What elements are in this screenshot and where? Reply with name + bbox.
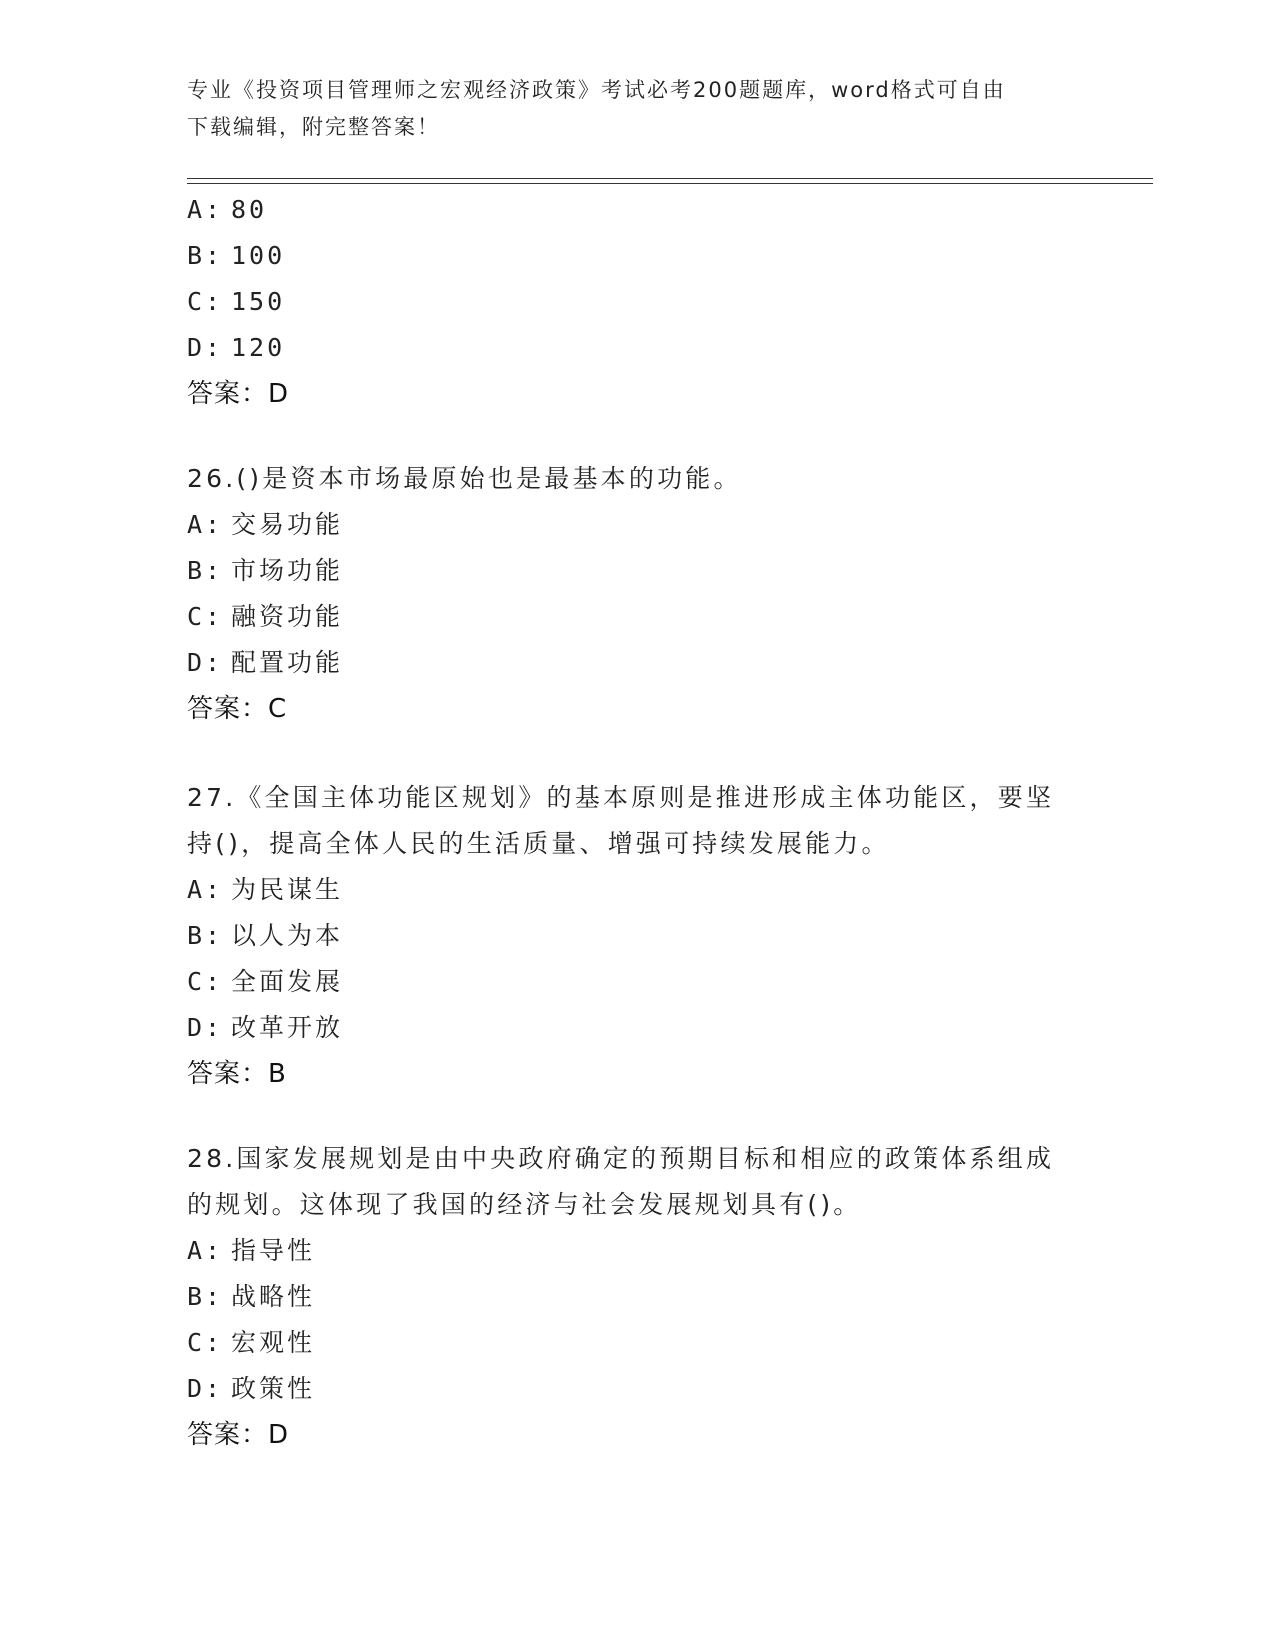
question-text-line-1: 27.《全国主体功能区规划》的基本原则是推进形成主体功能区，要坚 [187, 783, 1055, 812]
option-letter: D: [187, 333, 224, 362]
option-letter: C: [187, 967, 224, 996]
option-letter: C: [187, 602, 224, 631]
option-d [187, 1366, 1087, 1412]
option-letter: B: [187, 1282, 224, 1311]
option-c [187, 1320, 1087, 1366]
option-text: 改革开放 [231, 1013, 344, 1042]
option-b [187, 1274, 1087, 1320]
question-26-block [187, 456, 1087, 732]
option-text: 80 [231, 195, 268, 224]
question-text: 26.()是资本市场最原始也是最基本的功能。 [187, 464, 742, 493]
header-line-1: 专业《投资项目管理师之宏观经济政策》考试必考200题题库，word格式可自由 [187, 78, 1006, 102]
answer-label: 答案：D [187, 1420, 290, 1450]
option-a [187, 187, 1087, 233]
option-d [187, 1005, 1087, 1051]
option-letter: B: [187, 556, 224, 585]
header-divider-top [187, 178, 1153, 179]
option-text: 120 [231, 333, 286, 362]
option-b [187, 548, 1087, 594]
option-letter: C: [187, 1328, 224, 1357]
option-text: 全面发展 [231, 967, 344, 996]
option-text: 以人为本 [231, 921, 344, 950]
option-text: 交易功能 [231, 510, 344, 539]
option-c [187, 959, 1087, 1005]
question-text-line-2: 持()，提高全体人民的生活质量、增强可持续发展能力。 [187, 829, 890, 858]
option-text: 战略性 [231, 1282, 316, 1311]
question-25-block [187, 187, 1087, 417]
question-text-line-2: 的规划。这体现了我国的经济与社会发展规划具有()。 [187, 1190, 862, 1219]
question-28-block [187, 1136, 1087, 1458]
document-header [187, 72, 1087, 146]
option-text: 市场功能 [231, 556, 344, 585]
answer-label: 答案：C [187, 694, 288, 724]
option-letter: D: [187, 1013, 224, 1042]
header-divider-bottom [187, 183, 1153, 184]
option-a [187, 502, 1087, 548]
option-letter: B: [187, 921, 224, 950]
option-letter: A: [187, 510, 224, 539]
option-text: 宏观性 [231, 1328, 316, 1357]
option-letter: A: [187, 195, 224, 224]
option-letter: B: [187, 241, 224, 270]
option-text: 政策性 [231, 1374, 316, 1403]
option-b [187, 233, 1087, 279]
option-c [187, 279, 1087, 325]
option-d [187, 640, 1087, 686]
question-text-line-1: 28.国家发展规划是由中央政府确定的预期目标和相应的政策体系组成 [187, 1144, 1055, 1173]
option-text: 融资功能 [231, 602, 344, 631]
option-d [187, 325, 1087, 371]
answer-label: 答案：D [187, 379, 290, 409]
option-text: 指导性 [231, 1236, 316, 1265]
question-27-block [187, 775, 1087, 1097]
option-c [187, 594, 1087, 640]
answer-label: 答案：B [187, 1059, 287, 1089]
option-a [187, 867, 1087, 913]
option-letter: A: [187, 875, 224, 904]
option-text: 配置功能 [231, 648, 344, 677]
option-b [187, 913, 1087, 959]
option-letter: D: [187, 1374, 224, 1403]
option-text: 100 [231, 241, 286, 270]
header-line-2: 下载编辑，附完整答案！ [187, 115, 440, 139]
option-letter: D: [187, 648, 224, 677]
option-text: 为民谋生 [231, 875, 344, 904]
option-a [187, 1228, 1087, 1274]
option-letter: C: [187, 287, 224, 316]
option-letter: A: [187, 1236, 224, 1265]
option-text: 150 [231, 287, 286, 316]
